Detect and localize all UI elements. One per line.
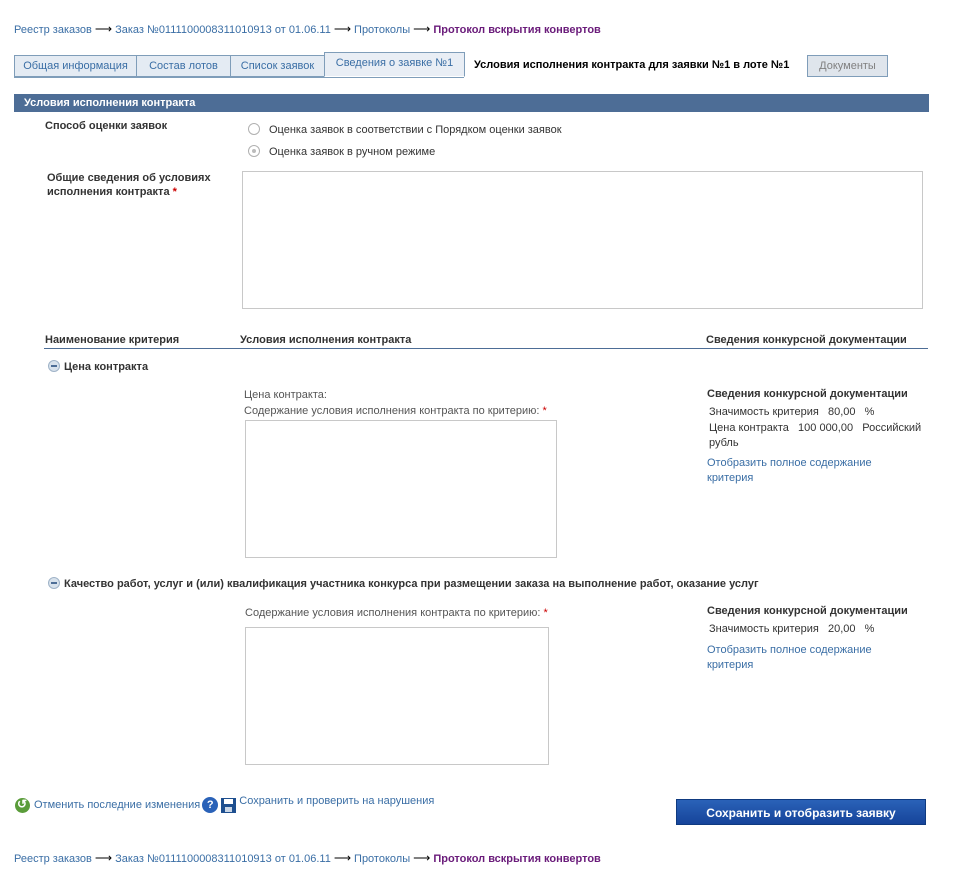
breadcrumb-arrow: ⟶ <box>333 22 352 36</box>
criterion-quality-content-label-text: Содержание условия исполнения контракта по критерию: <box>245 607 541 619</box>
criterion-price-textarea[interactable] <box>245 420 557 558</box>
undo-changes-link[interactable]: Отменить последние изменения <box>34 798 201 811</box>
column-criterion-name: Наименование критерия <box>45 334 180 346</box>
tab-bar <box>14 52 894 78</box>
help-icon[interactable]: ? <box>202 797 218 813</box>
breadcrumb-protocols-link[interactable]: Протоколы <box>354 24 411 36</box>
criterion-quality-docs-title: Сведения конкурсной документации <box>707 605 908 617</box>
criterion-price-content-label <box>244 404 547 419</box>
collapse-icon[interactable] <box>48 360 60 372</box>
tab-documents[interactable]: Документы <box>807 55 888 77</box>
header-divider <box>44 348 928 349</box>
evaluation-label: Способ оценки заявок <box>45 120 168 132</box>
breadcrumb-arrow: ⟶ <box>413 22 431 36</box>
general-info-label <box>47 171 227 199</box>
required-mark: * <box>172 186 177 198</box>
criterion-price-title-text: Цена контракта <box>64 361 149 373</box>
save-and-check-link[interactable]: Сохранить и проверить на нарушения <box>239 794 435 807</box>
criterion-quality-content-label <box>245 606 548 621</box>
breadcrumb-arrow: ⟶ <box>94 22 113 36</box>
evaluation-option-order[interactable] <box>248 124 562 136</box>
criterion-price-title <box>48 361 148 373</box>
radio-manual-evaluation[interactable] <box>248 145 260 157</box>
criterion-quality-show-full-link[interactable]: Отобразить полное содержание критерия <box>707 644 872 671</box>
general-info-label-text: Общие сведения об условиях исполнения контракта <box>47 172 211 198</box>
criterion-price-docs-title: Сведения конкурсной документации <box>707 388 908 400</box>
breadcrumb-current: Протокол вскрытия конвертов <box>433 853 601 865</box>
evaluation-option-manual[interactable] <box>248 146 435 158</box>
column-contract-conditions: Условия исполнения контракта <box>240 334 412 346</box>
required-mark: * <box>543 607 548 619</box>
tab-application-info[interactable]: Сведения о заявке №1 <box>324 52 465 77</box>
tab-lots[interactable]: Состав лотов <box>136 55 231 77</box>
criterion-quality-title-text: Качество работ, услуг и (или) квалификация участника конкурса при размещении заказа на выполнение работ, оказание услуг <box>64 578 759 590</box>
criterion-price-content-label-text: Содержание условия исполнения контракта по критерию: <box>244 405 540 417</box>
criterion-price-show-full-link[interactable]: Отобразить полное содержание критерия <box>707 457 872 484</box>
general-info-textarea[interactable] <box>242 171 923 309</box>
evaluation-option-order-label: Оценка заявок в соответствии с Порядком оценки заявок <box>269 124 562 136</box>
column-tender-docs: Сведения конкурсной документации <box>706 334 907 346</box>
criterion-price-price: Цена контракта 100 000,00 Российский рубль <box>709 422 925 449</box>
breadcrumb-arrow: ⟶ <box>94 851 113 865</box>
collapse-icon[interactable] <box>48 577 60 589</box>
tab-contract-conditions: Условия исполнения контракта для заявки №1 в лоте №1 <box>474 59 790 71</box>
actions-bar <box>15 794 435 813</box>
section-header: Условия исполнения контракта <box>14 94 929 112</box>
save-icon[interactable] <box>221 798 236 813</box>
breadcrumb-bottom <box>14 851 601 865</box>
criterion-quality-textarea[interactable] <box>245 627 549 765</box>
breadcrumb-order-link[interactable]: Заказ №0111100008311010913 от 01.06.11 <box>115 24 331 36</box>
breadcrumb-arrow: ⟶ <box>333 851 352 865</box>
evaluation-option-manual-label: Оценка заявок в ручном режиме <box>269 146 436 158</box>
criterion-price-price-label: Цена контракта: <box>244 389 327 401</box>
breadcrumb-order-link[interactable]: Заказ №0111100008311010913 от 01.06.11 <box>115 853 331 865</box>
undo-icon[interactable] <box>15 798 30 813</box>
breadcrumb-current: Протокол вскрытия конвертов <box>433 24 601 36</box>
radio-order-evaluation[interactable] <box>248 123 260 135</box>
criterion-price-significance: Значимость критерия 80,00 % <box>709 406 875 418</box>
breadcrumb-protocols-link[interactable]: Протоколы <box>354 853 411 865</box>
breadcrumb-top <box>14 22 601 36</box>
save-and-show-button[interactable]: Сохранить и отобразить заявку <box>676 799 926 825</box>
tab-applications-list[interactable]: Список заявок <box>230 55 325 77</box>
criterion-quality-significance: Значимость критерия 20,00 % <box>709 623 875 635</box>
required-mark: * <box>542 405 547 417</box>
breadcrumb-registry-link[interactable]: Реестр заказов <box>14 853 92 865</box>
breadcrumb-registry-link[interactable]: Реестр заказов <box>14 24 92 36</box>
tabs-underline <box>14 77 464 78</box>
tab-general-info[interactable]: Общая информация <box>14 55 137 77</box>
criterion-quality-title <box>48 578 759 590</box>
breadcrumb-arrow: ⟶ <box>413 851 431 865</box>
